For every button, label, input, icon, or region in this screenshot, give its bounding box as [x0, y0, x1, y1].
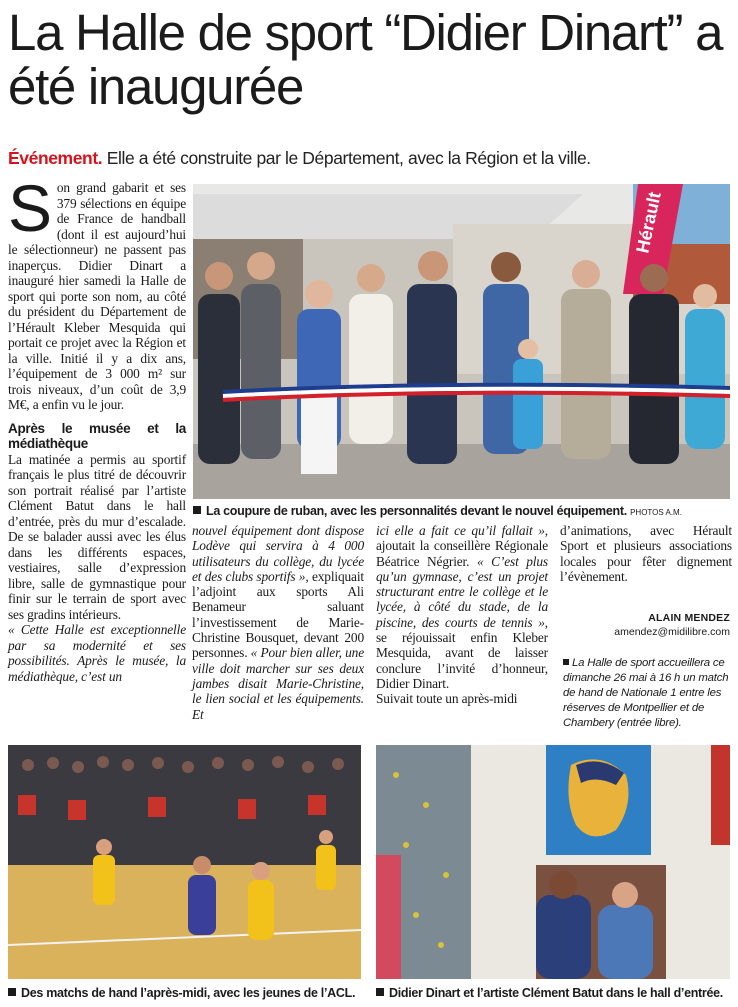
deck-text: Elle a été construite par le Département, avec la Région et la ville.: [102, 148, 591, 168]
banner-text: Hérault: [632, 190, 665, 255]
column-3: [376, 523, 548, 707]
portrait-caption: [376, 986, 723, 1000]
column-4: [560, 523, 732, 584]
dropcap: S: [8, 171, 52, 245]
byline-name: ALAIN MENDEZ: [648, 612, 730, 624]
caption-bullet: [376, 988, 384, 996]
col4-paragraph: d’animations, avec Hérault Sport et plusieurs associations locales pour fêter dignement l’évènement.: [560, 523, 732, 584]
col1-quote: « Cette Halle est exceptionnelle par sa modernité et ses possibilités. Après le musée, la médiathèque, c’est un: [8, 622, 186, 684]
main-caption-text: La coupure de ruban, avec les personnalités devant le nouvel équipement.: [206, 504, 627, 518]
handball-photo: [8, 745, 361, 979]
handball-caption: [8, 986, 355, 1000]
info-bullet: [563, 659, 569, 665]
portrait-caption-text: Didier Dinart et l’artiste Clément Batut dans le hall d’entrée.: [389, 986, 723, 1000]
portrait-illustration: [376, 745, 730, 979]
byline-email[interactable]: amendez@midilibre.com: [614, 626, 730, 638]
caption-bullet: [193, 506, 201, 514]
caption-bullet: [8, 988, 16, 996]
handball-caption-text: Des matchs de hand l’après-midi, avec les jeunes de l’ACL.: [21, 986, 356, 1000]
ribbon-cutting-illustration: [193, 184, 730, 499]
column-1: [8, 171, 186, 684]
deck: [8, 147, 733, 169]
col1-paragraph: La matinée a permis au sportif français le plus titré de découvrir son portrait réalisé par l’artiste Clément Batut dans le hall d’entrée, près du mur d’escalade. De se balader aussi avec les élus dans les différents espaces, vestiaires, salle d’expression libre, salle de gymnastique pour finir sur le terrain de sport avec ses gradins intérieurs.: [8, 451, 186, 622]
main-caption: [193, 504, 682, 518]
col2-paragraph: nouvel équipement dont dispose Lodève qui servira à 4 000 utilisateurs du collège, du lycée et des clubs sportifs », expliquait l’adjoint aux sports Ali Benameur saluant l’investissement de Marie-Christine Bousquet, devant 200 personnes. « Pour bien aller, une ville doit marcher sur ses deux jambes disait Marie-Christine, le lien social et les équipements. Et: [192, 523, 364, 722]
lead-paragraph: [8, 171, 186, 413]
col3-closing: Suivait toute un après-midi: [376, 691, 518, 707]
subhead: Après le musée et la médiathèque: [8, 420, 186, 451]
byline: [560, 612, 730, 638]
col3-paragraph: ici elle a fait ce qu’il fallait », ajoutait la conseillère Régionale Béatrice Négrier. « C’est plus qu’un gymnase, c’est un projet structurant entre le collège et le lycée, à côté du stade, de la piscine, des courts de tennis », se réjouissait enfin Kleber Mesquida, avant de laisser conclure l’invité d’honneur, Didier Dinart.: [376, 523, 548, 691]
portrait-photo: [376, 745, 730, 979]
handball-illustration: [8, 745, 361, 979]
info-text: La Halle de sport accueillera ce dimanche 26 mai à 16 h un match de hand de Nationale 1 entre les réserves de Montpellier et de Chambery (entrée libre).: [563, 657, 729, 729]
lead-text: on grand gabarit et ses 379 sélections en équipe de France de handball (dont il est aujourd’hui le sélectionneur) ne passent pas inaperçus. Didier Dinart a inauguré hier samedi la Halle de sport qui porte son nom, au côté du président du Département de l’Hérault Kleber Mesquida qui portait ce projet avec la Région et la ville. Initié il y a dix ans, l’équipement de 3 000 m² sur trois niveaux, d’un coût de 3,9 M€, a enfin vu le jour.: [8, 180, 186, 412]
photo-credit: PHOTOS A.M.: [630, 508, 682, 517]
info-box: [563, 656, 731, 731]
headline: La Halle de sport “Didier Dinart” a été inaugurée: [8, 4, 723, 115]
column-2: [192, 523, 364, 722]
kicker: Événement.: [8, 148, 103, 168]
main-photo: [193, 184, 730, 499]
